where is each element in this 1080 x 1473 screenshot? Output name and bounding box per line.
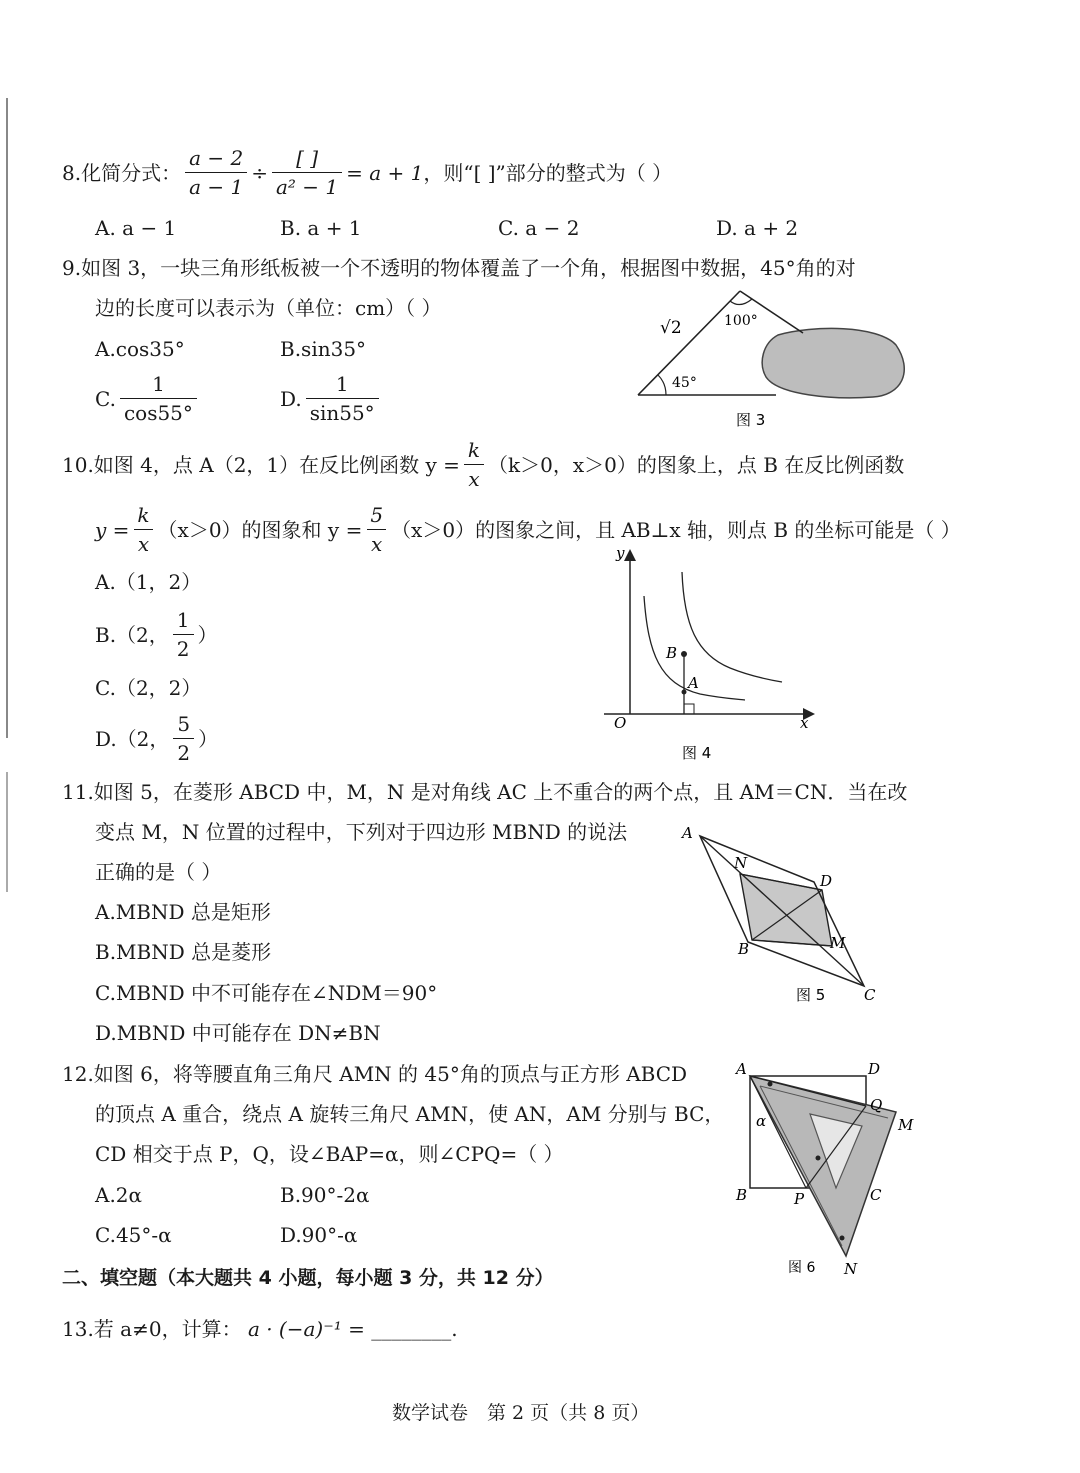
q8-fraction-left	[185, 146, 247, 199]
fig5-label-c: C	[864, 986, 876, 1004]
fig3-blob	[762, 328, 904, 397]
fig4-point-a	[682, 690, 687, 695]
fig6-dot-1	[768, 1082, 773, 1087]
fig3-caption: 图 3	[736, 411, 766, 429]
q9-line2: 边的长度可以表示为（单位：cm）（ ）	[95, 296, 442, 320]
fig5-label-d: D	[820, 872, 833, 890]
fig3-arc-top	[730, 299, 752, 305]
q10-b-num: 1	[176, 608, 190, 632]
q10-line2-b: （x＞0）的图象和 y =	[157, 517, 363, 542]
q10-frac-3	[366, 503, 387, 556]
q10-option-b[interactable]	[95, 608, 218, 661]
fig6-label-m: M	[898, 1116, 914, 1134]
fig6-label-b: B	[736, 1186, 748, 1204]
fig5-label-b: B	[738, 940, 750, 958]
figure-6	[734, 1060, 924, 1282]
fig3-angle-bottom: 45°	[672, 375, 697, 391]
q10-d-frac	[173, 712, 194, 765]
q8-option-a[interactable]: A. a − 1	[95, 216, 177, 240]
q8-option-d[interactable]: D. a + 2	[716, 216, 799, 240]
fig6-label-c: C	[870, 1186, 882, 1204]
q9-d-num: 1	[335, 372, 349, 396]
fig5-diagonal-ac	[700, 836, 864, 986]
q9-option-d-frac	[306, 372, 379, 425]
q9-c-den: cos55°	[120, 398, 197, 425]
q11-line3: 正确的是（ ）	[95, 860, 222, 884]
q13	[62, 1317, 458, 1341]
q10-d-suffix: ）	[198, 726, 219, 751]
q10-line2-c: （x＞0）的图象之间，且 AB⊥x 轴，则点 B 的坐标可能是（ ）	[391, 517, 961, 542]
q11-option-d[interactable]: D.MBND 中可能存在 DN≠BN	[95, 1021, 381, 1045]
q8-suffix: ，则“[ ]”部分的整式为（ ）	[423, 160, 673, 185]
q9-option-c-frac	[120, 372, 197, 425]
fig6-dot-3	[840, 1236, 845, 1241]
q12-line3: CD 相交于点 P，Q，设∠BAP=α，则∠CPQ=（ ）	[95, 1142, 564, 1166]
fig4-caption: 图 4	[682, 744, 712, 762]
q10-option-a[interactable]: A.（1，2）	[95, 570, 202, 594]
q12-option-d[interactable]: D.90°-α	[280, 1223, 358, 1247]
figure-4	[600, 544, 820, 766]
q9-option-c[interactable]	[95, 372, 201, 425]
margin-line	[6, 98, 8, 738]
q9-option-d-prefix: D.	[280, 386, 302, 411]
fig4-right-angle	[684, 704, 694, 714]
fig4-label-a: A	[688, 674, 699, 692]
q10-frac2-den: x	[134, 529, 153, 556]
q8-rhs: = a + 1	[346, 160, 424, 185]
fig6-label-d: D	[868, 1060, 881, 1078]
q10-b-suffix: ）	[197, 622, 218, 647]
q11-option-c[interactable]: C.MBND 中不可能存在∠NDM＝90°	[95, 981, 438, 1005]
fig6-dot-2	[816, 1156, 821, 1161]
q10-line1-b: （k＞0，x＞0）的图象上，点 B 在反比例函数	[488, 452, 905, 477]
q11-line1: 11.如图 5，在菱形 ABCD 中，M，N 是对角线 AC 上不重合的两个点，且 AM＝CN．当在改	[62, 780, 908, 804]
fig4-label-b: B	[666, 644, 678, 662]
q10-option-d[interactable]	[95, 712, 218, 765]
fig3-side-label: √2	[660, 318, 682, 338]
q12-option-c[interactable]: C.45°-α	[95, 1223, 172, 1247]
q10-b-frac	[173, 608, 194, 661]
q11-option-b[interactable]: B.MBND 总是菱形	[95, 940, 272, 964]
fig3-angle-top: 100°	[724, 313, 758, 329]
figure-5	[676, 824, 886, 1006]
q8-prefix: 8.化简分式：	[62, 160, 182, 185]
q12-line1: 12.如图 6，将等腰直角三角尺 AMN 的 45°角的顶点与正方形 ABCD	[62, 1062, 688, 1086]
fig5-caption: 图 5	[796, 986, 826, 1004]
q10-frac3-den: x	[367, 529, 386, 556]
q13-expr: a · (−a)⁻¹ =	[247, 1317, 372, 1341]
fig4-label-y: y	[616, 544, 625, 562]
q13-text: 13.若 a≠0，计算：	[62, 1317, 242, 1341]
fig6-label-n: N	[844, 1260, 858, 1278]
fig5-label-m: M	[830, 934, 846, 952]
q12-option-a[interactable]: A.2α	[95, 1183, 143, 1207]
q10-frac-k	[464, 438, 484, 491]
fig6-label-a: A	[736, 1060, 747, 1078]
q9-c-num: 1	[152, 372, 165, 396]
q10-line2-a: y =	[95, 517, 130, 542]
q8-fraction-right	[272, 146, 342, 199]
q10-option-c[interactable]: C.（2，2）	[95, 676, 202, 700]
q8-stem	[62, 146, 672, 199]
q10-frac3-num: 5	[370, 503, 384, 527]
q9-line1: 9.如图 3，一块三角形纸板被一个不透明的物体覆盖了一个角，根据图中数据，45°角的对	[62, 256, 856, 280]
fig6-caption: 图 6	[788, 1260, 816, 1276]
q9-option-c-prefix: C.	[95, 386, 116, 411]
q10-frac-2	[133, 503, 153, 556]
q10-frac-k-den: x	[464, 464, 483, 491]
q8-box-den: a² − 1	[272, 172, 342, 199]
q10-d-prefix: D.（2，	[95, 726, 170, 751]
q9-option-b[interactable]: B.sin35°	[280, 337, 367, 361]
fig6-label-alpha: α	[756, 1112, 767, 1130]
q10-b-den: 2	[173, 634, 194, 661]
fig5-label-n: N	[734, 854, 748, 872]
q9-option-a[interactable]: A.cos35°	[95, 337, 185, 361]
fig4-label-x: x	[800, 714, 809, 732]
q9-option-d[interactable]	[280, 372, 383, 425]
q8-num: a − 2	[189, 146, 244, 170]
fig6-label-q: Q	[870, 1096, 883, 1114]
q8-den: a − 1	[185, 172, 247, 199]
q10-line1-a: 10.如图 4，点 A（2，1）在反比例函数 y =	[62, 452, 460, 477]
q10-d-num: 5	[177, 712, 191, 736]
fig4-point-b	[681, 651, 687, 657]
fig4-curve-5	[682, 572, 782, 682]
q10-frac-k-num: k	[467, 438, 481, 462]
fig4-label-o: O	[614, 714, 627, 732]
q10-b-prefix: B.（2，	[95, 622, 169, 647]
q10-line2	[95, 503, 961, 556]
fig3-arc-bottom	[658, 375, 666, 395]
q12-line2: 的顶点 A 重合，绕点 A 旋转三角尺 AMN，使 AN，AM 分别与 BC，	[95, 1102, 725, 1126]
q8-box: [ ]	[296, 146, 319, 170]
q10-d-den: 2	[173, 738, 194, 765]
q8-option-c[interactable]: C. a − 2	[498, 216, 580, 240]
page-footer: 数学试卷 第 2 页（共 8 页）	[392, 1402, 650, 1424]
q9-d-den: sin55°	[306, 398, 379, 425]
q11-line2: 变点 M，N 位置的过程中，下列对于四边形 MBND 的说法	[95, 820, 628, 844]
fig6-label-p: P	[794, 1190, 805, 1208]
q10-frac2-num: k	[137, 503, 150, 527]
q8-div: ÷	[251, 160, 268, 185]
q11-option-a[interactable]: A.MBND 总是矩形	[95, 900, 271, 924]
q12-option-b[interactable]: B.90°-2α	[280, 1183, 370, 1207]
figure-3	[628, 285, 918, 435]
fig5-label-a: A	[682, 824, 693, 842]
q8-option-b[interactable]: B. a + 1	[280, 216, 362, 240]
q13-blank[interactable]: ________.	[371, 1317, 458, 1341]
margin-line-lower	[6, 772, 8, 892]
q10-line1	[62, 438, 904, 491]
section-2-title: 二、填空题（本大题共 4 小题，每小题 3 分，共 12 分）	[62, 1267, 554, 1289]
